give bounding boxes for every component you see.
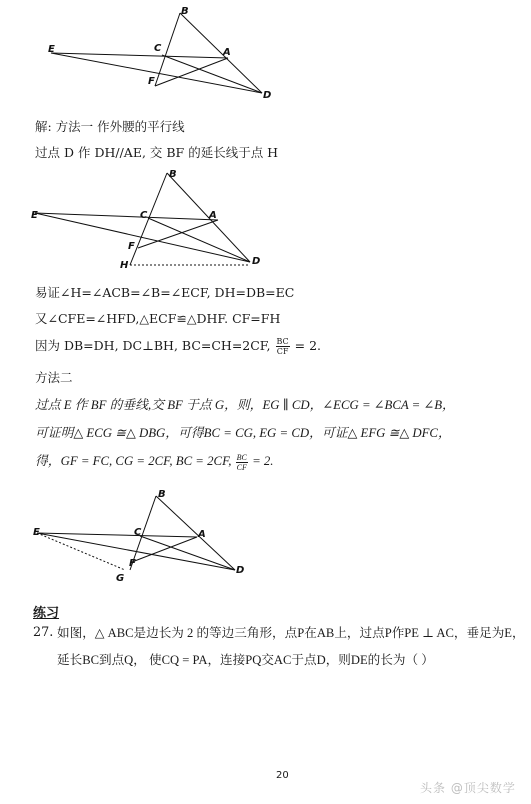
line-cd (162, 55, 262, 93)
page-number: 20 (276, 770, 289, 781)
fraction-denominator: CF (236, 462, 247, 472)
label-b: B (158, 489, 166, 500)
label-h: H (120, 260, 129, 271)
label-f: F (129, 558, 136, 569)
line-fa (155, 58, 228, 86)
line-fa (132, 537, 197, 562)
method2-title: 方法二 (35, 370, 73, 385)
question-line2: 延长BC到点Q， 使CQ = PA，连接PQ交AC于点D，则DE的长为（ ） (57, 653, 434, 667)
method2-line3-prefix: 得，GF = FC, CG = 2CF, BC = 2CF, (35, 454, 232, 468)
figure-1-triangle (40, 4, 280, 104)
line-ea (51, 53, 228, 58)
label-d: D (263, 90, 272, 101)
label-e: E (48, 44, 55, 55)
label-b: B (169, 169, 177, 180)
fraction-numerator: BC (236, 452, 247, 462)
label-f: F (148, 76, 155, 87)
label-e: E (33, 527, 40, 538)
line-ed (51, 53, 262, 93)
watermark: 头条 @顶尖数学 (420, 781, 516, 795)
method2-line1: 过点 E 作 BF 的垂线,交 BF 于点 G，则，EG ∥ CD，∠ECG = ∠BCA = ∠B， (35, 398, 455, 412)
label-a: A (198, 529, 206, 540)
practice-heading: 练习 (33, 606, 60, 621)
line-bd (180, 13, 262, 93)
proof1-line3-prefix: 因为 DB=DH, DC⊥BH, BC=CH=2CF, (35, 338, 271, 353)
line-ea (37, 533, 197, 537)
label-e: E (31, 210, 38, 221)
line-eg-dashed (37, 533, 125, 570)
label-g: G (116, 573, 125, 584)
label-d: D (236, 565, 245, 576)
fraction-bc-cf (276, 337, 290, 356)
label-a: A (223, 47, 231, 58)
label-b: B (181, 6, 189, 17)
proof1-line3 (35, 337, 321, 356)
proof1-line2: 又∠CFE=∠HFD,△ECF≌△DHF. CF=FH (35, 311, 281, 326)
line-bh (130, 173, 167, 265)
label-d: D (252, 256, 261, 267)
line-fa (138, 220, 218, 248)
label-c: C (154, 43, 162, 54)
method1-construction: 过点 D 作 DH//AE, 交 BF 的延长线于点 H (35, 145, 279, 160)
method1-title: 解: 方法一 作外腰的平行线 (35, 119, 185, 134)
line-cd (148, 218, 250, 262)
fraction-denominator: CF (276, 347, 289, 356)
proof1-line1: 易证∠H=∠ACB=∠B=∠ECF, DH=DB=EC (35, 285, 295, 300)
figure-2-triangle (30, 165, 270, 275)
method2-line3-suffix: = 2. (252, 454, 274, 468)
question-number: 27. (33, 625, 54, 640)
label-c: C (140, 210, 148, 221)
method2-line2: 可证明△ ECG ≅△ DBG，可得BC = CG, EG = CD，可证△ EFG ≅△ DFC， (35, 426, 451, 440)
label-a: A (209, 210, 217, 221)
label-c: C (134, 527, 142, 538)
figure-3-triangle (30, 486, 270, 586)
question-line1: 如图，△ ABC是边长为 2 的等边三角形，点P在AB上，过点P作PE ⊥ AC，垂足为E， (57, 626, 525, 640)
line-bd (156, 496, 235, 570)
fraction-numerator: BC (276, 337, 289, 346)
proof1-line3-suffix: = 2. (294, 338, 322, 353)
fraction-bc-cf (236, 453, 248, 472)
label-f: F (128, 241, 135, 252)
method2-line3 (35, 452, 274, 472)
